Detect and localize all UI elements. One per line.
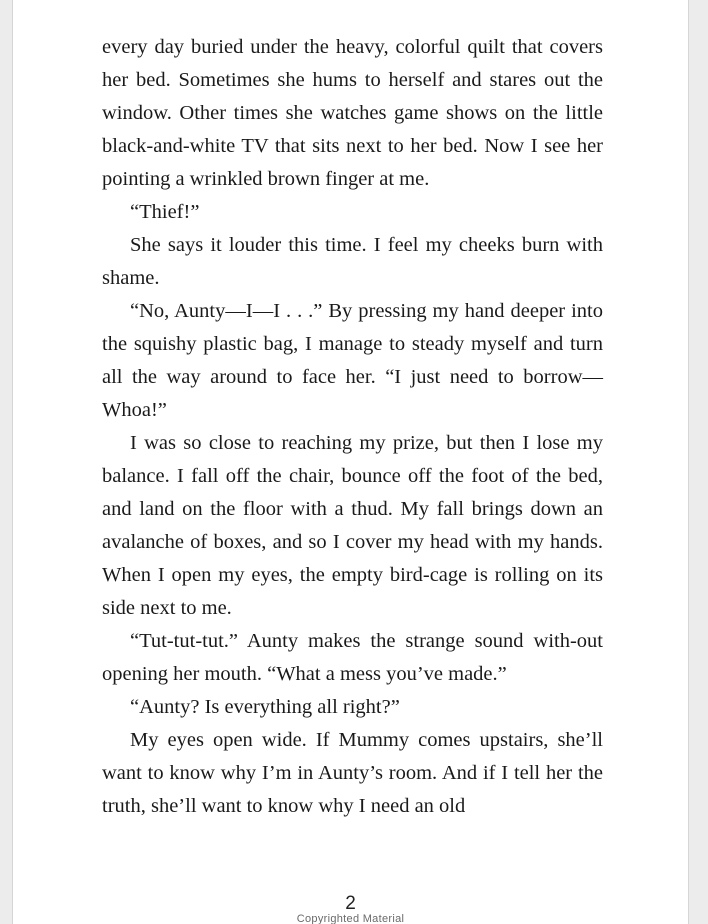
book-page: [12, 0, 689, 924]
body-text: [102, 31, 603, 823]
paragraph: “Aunty? Is everything all right?”: [130, 696, 400, 718]
paragraph: “Tut-tut-tut.” Aunty makes the strange sound with-out opening her mouth. “What a mess you’ve made.”: [102, 630, 603, 685]
paragraph: “No, Aunty—I—I . . .” By pressing my hand deeper into the squishy plastic bag, I manage to steady myself and turn all the way around to face her. “I just need to borrow— Whoa!”: [102, 300, 603, 421]
copyright-watermark: Copyrighted Material: [296, 913, 405, 924]
paragraph: She says it louder this time. I feel my cheeks burn with shame.: [102, 234, 603, 289]
paragraph: My eyes open wide. If Mummy comes upstairs, she’ll want to know why I’m in Aunty’s room. And if I tell her the truth, she’ll want to know why I need an old: [102, 729, 603, 817]
paragraph: I was so close to reaching my prize, but then I lose my balance. I fall off the chair, bounce off the foot of the bed, and land on the floor with a thud. My fall brings down an avalanche of boxes, and so I cover my head with my hands. When I open my eyes, the empty bird-cage is rolling on its side next to me.: [102, 432, 603, 619]
paragraph: every day buried under the heavy, colorful quilt that covers her bed. Sometimes she hums to herself and stares out the window. Other times she watches game shows on the little black-and-white TV that sits next to her bed. Now I see her pointing a wrinkled brown finger at me.: [102, 36, 603, 190]
page-number: 2: [345, 893, 356, 914]
paragraph: “Thief!”: [130, 201, 200, 223]
